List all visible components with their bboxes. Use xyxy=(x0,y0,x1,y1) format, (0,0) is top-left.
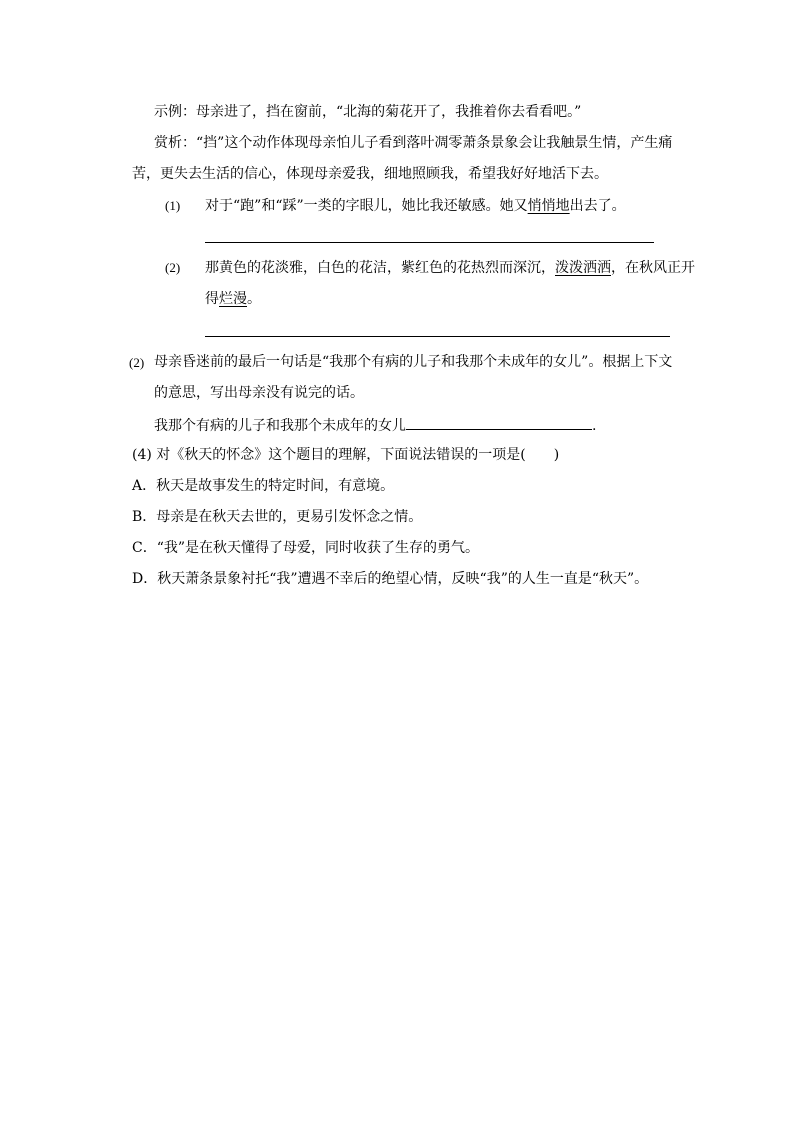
option-d-letter: D． xyxy=(132,571,158,587)
sub-item-1-text-after: 出去了。 xyxy=(569,198,626,214)
sub-item-2-line2-after: 。 xyxy=(247,291,261,307)
sub-item-1-underlined: 悄悄地 xyxy=(527,198,570,214)
question-3-text-1: 母亲昏迷前的最后一句话是“我那个有病的儿子和我那个未成年的女儿”。根据上下文 xyxy=(154,354,673,370)
example-label: 示例： xyxy=(154,104,196,120)
question-4-stem xyxy=(132,445,559,465)
sub-item-2-underlined-1: 泼泼洒洒 xyxy=(555,260,611,276)
question-4-stem-text: (4) 对《秋天的怀念》这个题目的理解，下面说法错误的一项是( ) xyxy=(132,447,560,463)
question-3-answer-suffix: . xyxy=(592,418,597,434)
question-3-line-2 xyxy=(154,383,364,403)
example-text: 母亲进了，挡在窗前，“北海的菊花开了，我推着你去看看吧。” xyxy=(196,104,582,120)
question-3-answer-prefix: 我那个有病的儿子和我那个未成年的女儿 xyxy=(154,418,406,434)
question-3-line-1 xyxy=(154,352,672,372)
option-b-text: 母亲是在秋天去世的，更易引发怀念之情。 xyxy=(156,509,423,525)
option-d[interactable] xyxy=(132,569,648,589)
option-b-letter: B． xyxy=(132,509,157,525)
question-3-text-2: 的意思，写出母亲没有说完的话。 xyxy=(154,385,364,401)
option-b[interactable] xyxy=(132,507,422,527)
option-a[interactable] xyxy=(132,476,394,496)
question-3-answer-line xyxy=(154,414,596,436)
option-c-text: “我”是在秋天懂得了母爱，同时收获了生存的勇气。 xyxy=(156,540,480,556)
option-a-text: 秋天是故事发生的特定时间，有意境。 xyxy=(156,478,395,494)
analysis-line-2 xyxy=(132,164,608,184)
sub-item-2-line2-before: 得 xyxy=(205,291,219,307)
sub-item-1-text xyxy=(205,196,626,216)
analysis-text-1: “挡”这个动作体现母亲怕儿子看到落叶凋零萧条景象会让我触景生情，产生痛 xyxy=(196,135,673,151)
answer-line-1[interactable] xyxy=(205,242,654,243)
option-c-letter: C． xyxy=(132,540,157,556)
sub-item-2-line-1 xyxy=(205,258,695,278)
option-a-letter: A． xyxy=(132,478,157,494)
analysis-line-1 xyxy=(154,133,672,153)
option-d-text: 秋天萧条景象衬托“我”遭遇不幸后的绝望心情，反映“我”的人生一直是“秋天”。 xyxy=(157,571,649,587)
question-3-number: (2) xyxy=(129,355,145,370)
sub-item-2-text-after: ，在秋风正开 xyxy=(611,260,695,276)
analysis-text-2: 苦，更失去生活的信心，体现母亲爱我，细地照顾我，希望我好好地活下去。 xyxy=(132,166,608,182)
sub-item-2-line-2 xyxy=(205,289,261,309)
sub-item-2-text-before: 那黄色的花淡雅，白色的花洁，紫红色的花热烈而深沉， xyxy=(205,260,555,276)
analysis-label: 赏析： xyxy=(154,135,196,151)
sub-item-2-underlined-2: 烂漫 xyxy=(219,291,247,307)
sub-item-1-number: (1) xyxy=(165,198,181,213)
question-3-answer-blank[interactable] xyxy=(406,414,592,430)
answer-line-2[interactable] xyxy=(205,336,670,337)
example-line xyxy=(154,102,581,122)
option-c[interactable] xyxy=(132,538,479,558)
sub-item-2-number: (2) xyxy=(165,260,181,275)
sub-item-1-text-before: 对于“跑”和“踩”一类的字眼儿，她比我还敏感。她又 xyxy=(205,198,528,214)
